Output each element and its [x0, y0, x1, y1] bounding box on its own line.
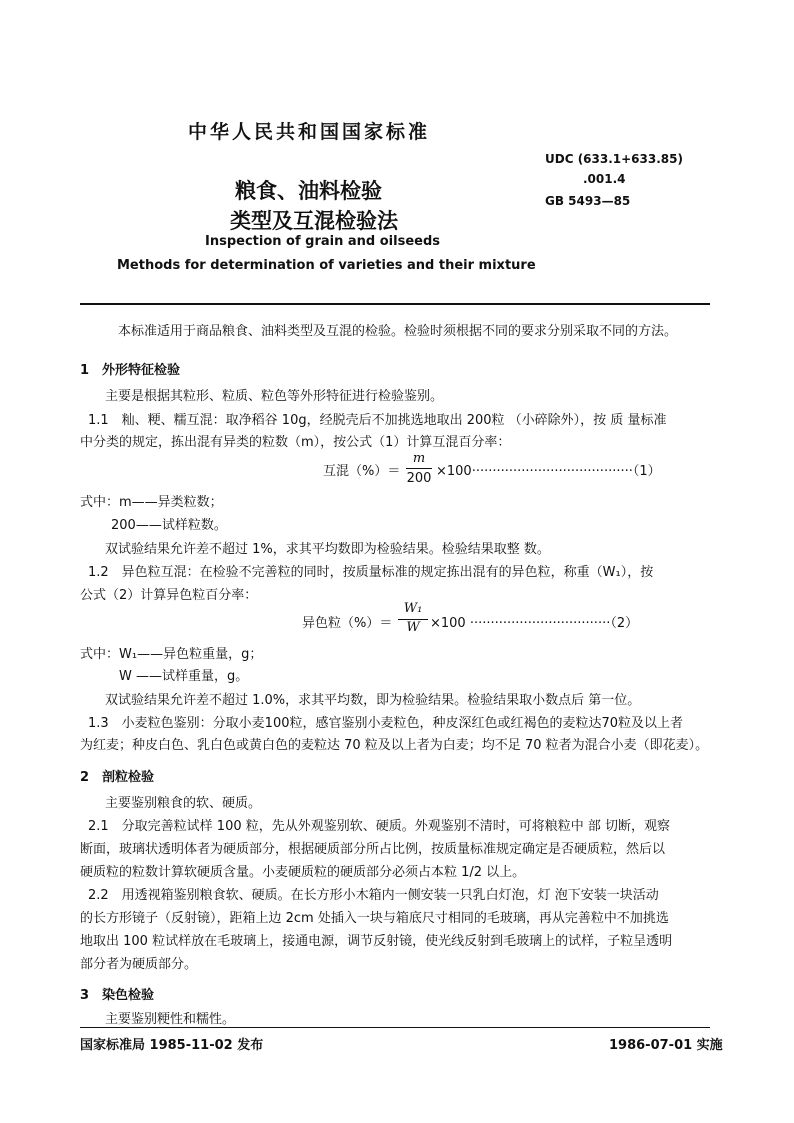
issuing-organization: 中华人民共和国国家标准: [188, 121, 431, 143]
formula-2-denominator: W: [406, 620, 420, 635]
clause-1-3-line-2: 为红麦；种皮白色、乳白色或黄白色的麦粒达 70 粒及以上者为白麦；均不足 70 粒者为混合小麦（即花麦）。: [80, 738, 709, 753]
formula-1-rhs: ×100·······································（1）: [436, 464, 661, 479]
clause-2-2-line-4: 部分者为硬质部分。: [80, 957, 198, 972]
header-divider: [80, 303, 710, 305]
section-2-heading: 2 剖粒检验: [80, 770, 155, 785]
gb-number: GB 5493—85: [545, 194, 631, 208]
clause-1-2-line-2: 公式（2）计算异色粒百分率：: [80, 588, 258, 603]
udc-code-cont: .001.4: [583, 172, 626, 186]
formula-2-where-w1: 式中：W₁——异色粒重量，g；: [80, 647, 263, 662]
scope-paragraph: 本标准适用于商品粮食、油料类型及互混的检验。检验时须根据不同的要求分别采取不同的方法。: [118, 324, 678, 339]
title-line-1: 粮食、油料检验: [235, 179, 382, 203]
formula-1-where-m: 式中：m——异类粒数；: [80, 495, 223, 510]
clause-1-2-line-1: 1.2 异色粒互混：在检验不完善粒的同时，按质量标准的规定拣出混有的异色粒，称重（W₁），按: [88, 565, 654, 580]
english-title-line-2: Methods for determination of varieties and their mixture: [117, 258, 536, 273]
english-title-line-1: Inspection of grain and oilseeds: [205, 234, 440, 249]
section-1-heading: 1 外形特征检验: [80, 363, 181, 378]
section-3-intro: 主要鉴别粳性和糯性。: [105, 1012, 236, 1027]
tolerance-1: 双试验结果允许差不超过 1%，求其平均数即为检验结果。检验结果取整 数。: [105, 542, 550, 557]
clause-1-1-line-2: 中分类的规定，拣出混有异类的粒数（m），按公式（1）计算互混百分率：: [80, 435, 511, 450]
clause-2-1-line-3: 硬质粒的粒数计算软硬质含量。小麦硬质粒的硬质部分必须占本粒 1/2 以上。: [80, 865, 526, 880]
formula-1-lhs: 互混（%）＝: [323, 464, 401, 479]
formula-2-numerator: W₁: [403, 601, 423, 616]
implementation-date: 1986-07-01 实施: [609, 1038, 723, 1053]
clause-2-2-line-3: 地取出 100 粒试样放在毛玻璃上，接通电源，调节反射镜，使光线反射到毛玻璃上的试样，子粒呈透明: [80, 934, 673, 949]
clause-2-1-line-1: 2.1 分取完善粒试样 100 粒，先从外观鉴别软、硬质。外观鉴别不清时，可将粮粒中 部 切断，观察: [88, 819, 671, 834]
clause-1-3-line-1: 1.3 小麦粒色鉴别：分取小麦100粒，感官鉴别小麦粒色，种皮深红色或红褐色的麦粒达70粒及以上者: [88, 716, 684, 731]
tolerance-2: 双试验结果允许差不超过 1.0%，求其平均数，即为检验结果。检验结果取小数点后 第一位。: [105, 693, 641, 708]
udc-code: UDC (633.1+633.85): [545, 152, 683, 166]
formula-1-where-200: 200——试样粒数。: [111, 518, 227, 533]
title-line-2: 类型及互混检验法: [230, 209, 398, 233]
formula-2-lhs: 异色粒（%）＝: [302, 616, 393, 631]
issue-date: 国家标准局 1985-11-02 发布: [80, 1038, 264, 1053]
formula-1-denominator: 200: [406, 471, 432, 486]
formula-2-where-w: W ——试样重量，g。: [119, 669, 249, 684]
formula-1-fraction-bar: [406, 468, 432, 469]
clause-1-1-line-1: 1.1 籼、粳、糯互混：取净稻谷 10g，经脱壳后不加挑选地取出 200粒 （小碎除外），按 质 量标准: [88, 413, 667, 428]
formula-1-numerator: m: [412, 451, 426, 466]
clause-2-1-line-2: 断面，玻璃状透明体者为硬质部分，根据硬质部分所占比例，按质量标准规定确定是否硬质粒，然后以: [80, 842, 666, 857]
footer-divider: [80, 1027, 710, 1028]
section-1-intro: 主要是根据其粒形、粒质、粒色等外形特征进行检验鉴别。: [105, 389, 444, 404]
section-3-heading: 3 染色检验: [80, 988, 155, 1003]
formula-2-rhs: ×100 ··································（2）: [430, 616, 639, 631]
clause-2-2-line-1: 2.2 用透视箱鉴别粮食软、硬质。在长方形小木箱内一侧安装一只乳白灯泡，灯 泡下安装一块活动: [88, 888, 659, 903]
section-2-intro: 主要鉴别粮食的软、硬质。: [105, 796, 262, 811]
clause-2-2-line-2: 的长方形镜子（反射镜），距箱上边 2cm 处插入一块与箱底尺寸相同的毛玻璃，再从完善粒中不加挑选: [80, 911, 669, 926]
